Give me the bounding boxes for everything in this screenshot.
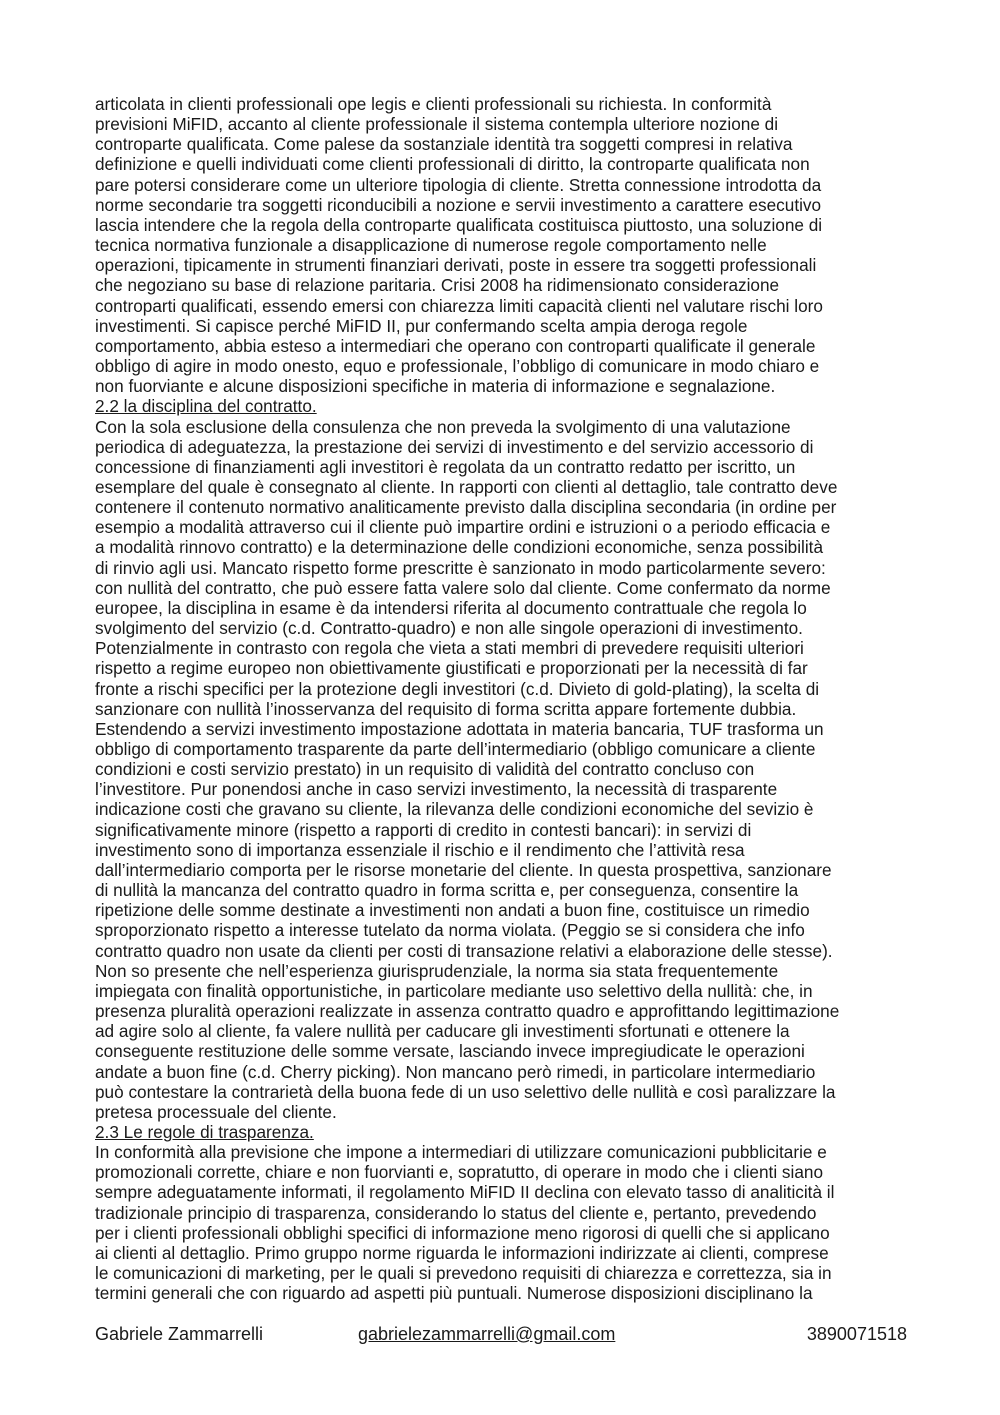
paragraph-disciplina-contratto: Con la sola esclusione della consulenza che non preveda la svolgimento di una valutazione periodica di adeguatezza, la prestazione dei servizi di investimento e del servizio accessorio di concessione di finanziamenti agli investitori è regolata da un contratto redatto per iscritto, un esemplare del quale è consegnato al cliente. In rapporti con clienti al dettaglio, tale contratto deve contenere il contenuto normativo analiticamente previsto dalla disciplina secondaria (in ordine per esempio a modalità attraverso cui il cliente può impartire ordini e istruzioni o a periodo efficacia e a modalità rinnovo contratto) e la determinazione delle condizioni economiche, senza possibilità di rinvio agli usi. Mancato rispetto forme prescritte è sanzionato in modo particolarmente severo: con nullità del contratto, che può essere fatta valere solo dal cliente. Come confermato da norme europee, la disciplina in esame è da intendersi riferita al documento contrattuale che regola lo svolgimento del servizio (c.d. Contratto-quadro) e non alle singole operazioni di investimento. Potenzialmente in contrasto con regola che vieta a stati membri di prevedere requisiti ulteriori rispetto a regime europeo non obiettivamente giustificati e proporzionati per la necessità di far fronte a rischi specifici per la protezione degli investitori (c.d. Divieto di gold-plating), la scelta di sanzionare con nullità l’inosservanza del requisito di forma scritta appare fortemente dubbia. Estendendo a servizi investimento impostazione adottata in materia bancaria, TUF trasforma un obbligo di comportamento trasparente da parte dell’intermediario (obbligo comunicare a cliente condizioni e costi servizio prestato) in un requisito di validità del contratto concluso con l’investitore. Pur ponendosi anche in caso servizi investimento, la necessità di trasparente indicazione costi che gravano su cliente, la rilevanza delle condizioni economiche del sevizio è significativamente minore (rispetto a rapporti di credito in contesti bancari): in servizi di investimento sono di importanza essenziale il rischio e il rendimento che l’attività resa dall’intermediario comporta per le risorse monetarie del cliente. In questa prospettiva, sanzionare di nullità la mancanza del contratto quadro in forma scritta e, per conseguenza, consentire la ripetizione delle somme destinate a investimenti non andati a buon fine, costituisce un rimedio sproporzionato rispetto a interesse tutelato da norma violata. (Peggio se si considera che info contratto quadro non usate da clienti per costi di transazione relativi a elaborazione delle stesse). Non so presente che nell’esperienza giurisprudenziale, la norma sia stata frequentemente impiegata con finalità opportunistiche, in particolare mediante uso selettivo della nullità: che, in presenza pluralità operazioni realizzate in assenza contratto quadro e approfittando legittimazione ad agire solo al cliente, fa valere nullità per caducare gli investimenti sfortunati e ottenere la conseguente restituzione delle somme versate, lasciando invece impregiudicate le operazioni andate a buon fine (c.d. Cherry picking). Non mancano però rimedi, in particolare intermediario può contestare la contrarietà della buona fede di un uso selettivo delle nullità e così paralizzare la pretesa processuale del cliente. <box>95 416 840 1122</box>
footer-phone: 3890071518 <box>806 1324 907 1344</box>
footer-author: Gabriele Zammarrelli <box>95 1324 264 1344</box>
paragraph-controparti-qualificate: articolata in clienti professionali ope legis e clienti professionali su richiesta. In conformità previsioni MiFID, accanto al cliente professionale il sistema contempla ulteriore nozione di controparte qualificata. Come palese da sostanziale identità tra soggetti compresi in relativa definizione e quelli individuati come clienti professionali di diritto, la controparte qualificata non pare potersi considerare come un ulteriore tipologia di cliente. Stretta connessione introdotta da norme secondarie tra soggetti riconducibili a nozione e servii investimento a carattere esecutivo lascia intendere che la regola della controparte qualificata costituisca piuttosto, una soluzione di tecnica normativa funzionale a disapplicazione di numerose regole comportamento nelle operazioni, tipicamente in strumenti finanziari derivati, poste in essere tra soggetti professionali che negoziano su base di relazione paritaria. Crisi 2008 ha ridimensionato considerazione controparti qualificati, essendo emersi con chiarezza limiti capacità clienti nel valutare rischi loro investimenti. Si capisce perché MiFID II, pur confermando scelta ampia deroga regole comportamento, abbia esteso a intermediari che operano con controparti qualificate il generale obbligo di agire in modo onesto, equo e professionale, l’obbligo di comunicare in modo chiaro e non fuorviante e alcune disposizioni specifiche in materia di informazione e segnalazione. <box>95 94 823 397</box>
footer-email-link[interactable]: gabrielezammarrelli@gmail.com <box>358 1324 616 1344</box>
section-heading-2-2: 2.2 la disciplina del contratto. <box>95 396 317 417</box>
section-heading-2-3: 2.3 Le regole di trasparenza. <box>95 1121 314 1142</box>
page-footer <box>95 1322 907 1346</box>
document-body <box>95 94 907 1303</box>
paragraph-regole-trasparenza: In conformità alla previsione che impone a intermediari di utilizzare comunicazioni pubblicitarie e promozionali corrette, chiare e non fuorvianti e, sopratutto, di operare in modo che i clienti siano sempre adeguatamente informati, il regolamento MiFID II declina con elevato tasso di analiticità il tradizionale principio di trasparenza, considerando lo status del cliente e, pertanto, prevedendo per i clienti professionali obblighi specifici di informazione meno rigorosi di quelli che si applicano ai clienti al dettaglio. Primo gruppo norme riguarda le informazioni indirizzate ai clienti, comprese le comunicazioni di marketing, per le quali si prevedono requisiti di chiarezza e correttezza, sia in termini generali che con riguardo ad aspetti più puntuali. Numerose disposizioni disciplinano la <box>95 1142 835 1304</box>
